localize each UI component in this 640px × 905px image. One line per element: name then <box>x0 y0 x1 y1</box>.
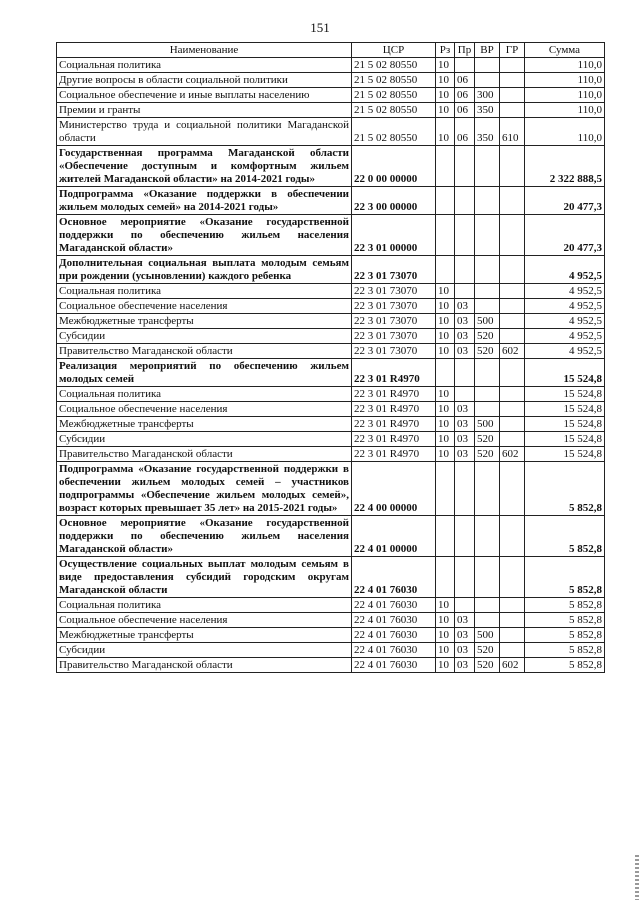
cell-gr <box>500 628 525 643</box>
cell-rz <box>436 146 455 187</box>
cell-vr <box>475 516 500 557</box>
cell-pr: 03 <box>455 643 475 658</box>
cell-gr: 610 <box>500 118 525 146</box>
table-row <box>57 598 605 613</box>
cell-csr: 22 3 01 73070 <box>352 314 436 329</box>
cell-rz <box>436 359 455 387</box>
cell-vr <box>475 613 500 628</box>
cell-csr: 22 3 01 R4970 <box>352 447 436 462</box>
cell-pr: 06 <box>455 88 475 103</box>
cell-vr <box>475 557 500 598</box>
cell-csr: 22 0 00 00000 <box>352 146 436 187</box>
cell-name: Социальное обеспечение и иные выплаты населению <box>57 88 352 103</box>
cell-pr <box>455 256 475 284</box>
table-row <box>57 187 605 215</box>
cell-vr <box>475 402 500 417</box>
cell-sum: 110,0 <box>525 88 605 103</box>
cell-gr <box>500 387 525 402</box>
cell-rz: 10 <box>436 73 455 88</box>
cell-name: Социальная политика <box>57 284 352 299</box>
cell-sum: 4 952,5 <box>525 256 605 284</box>
cell-name: Государственная программа Магаданской области «Обеспечение доступным и комфортным жильем жителей Магаданской области» на 2014-2021 годы» <box>57 146 352 187</box>
cell-csr: 22 3 01 73070 <box>352 284 436 299</box>
cell-rz: 10 <box>436 628 455 643</box>
cell-gr <box>500 58 525 73</box>
cell-gr <box>500 103 525 118</box>
cell-sum: 5 852,8 <box>525 557 605 598</box>
cell-rz: 10 <box>436 643 455 658</box>
cell-pr: 03 <box>455 329 475 344</box>
table-row <box>57 417 605 432</box>
cell-name: Дополнительная социальная выплата молодым семьям при рождении (усыновлении) каждого ребенка <box>57 256 352 284</box>
cell-sum: 20 477,3 <box>525 187 605 215</box>
cell-sum: 15 524,8 <box>525 447 605 462</box>
cell-rz: 10 <box>436 118 455 146</box>
cell-csr: 22 4 01 76030 <box>352 643 436 658</box>
cell-rz: 10 <box>436 299 455 314</box>
cell-rz: 10 <box>436 417 455 432</box>
cell-name: Социальная политика <box>57 598 352 613</box>
cell-name: Правительство Магаданской области <box>57 447 352 462</box>
cell-csr: 22 4 01 76030 <box>352 613 436 628</box>
table-row <box>57 432 605 447</box>
cell-gr <box>500 146 525 187</box>
cell-pr <box>455 359 475 387</box>
cell-rz: 10 <box>436 344 455 359</box>
cell-name: Основное мероприятие «Оказание государственной поддержки по обеспечению жильем населения Магаданской области» <box>57 516 352 557</box>
cell-sum: 4 952,5 <box>525 284 605 299</box>
cell-sum: 5 852,8 <box>525 462 605 516</box>
cell-csr: 22 3 01 R4970 <box>352 359 436 387</box>
cell-csr: 22 3 01 00000 <box>352 215 436 256</box>
cell-pr: 06 <box>455 103 475 118</box>
cell-pr <box>455 462 475 516</box>
page-number: 151 <box>310 20 330 35</box>
cell-sum: 2 322 888,5 <box>525 146 605 187</box>
cell-csr: 22 4 01 76030 <box>352 628 436 643</box>
table-row <box>57 58 605 73</box>
cell-rz: 10 <box>436 447 455 462</box>
cell-csr: 22 4 01 76030 <box>352 598 436 613</box>
cell-csr: 22 3 01 73070 <box>352 344 436 359</box>
cell-rz <box>436 256 455 284</box>
table-row <box>57 73 605 88</box>
cell-vr <box>475 462 500 516</box>
cell-gr <box>500 359 525 387</box>
cell-csr: 22 3 01 R4970 <box>352 387 436 402</box>
cell-rz: 10 <box>436 432 455 447</box>
cell-sum: 15 524,8 <box>525 359 605 387</box>
cell-pr: 03 <box>455 432 475 447</box>
table-row <box>57 359 605 387</box>
cell-sum: 4 952,5 <box>525 344 605 359</box>
cell-vr <box>475 284 500 299</box>
cell-gr <box>500 215 525 256</box>
cell-csr: 22 3 01 R4970 <box>352 402 436 417</box>
cell-rz <box>436 187 455 215</box>
cell-gr <box>500 256 525 284</box>
header-gr: ГР <box>500 43 525 58</box>
table-row <box>57 658 605 673</box>
table-row <box>57 344 605 359</box>
cell-gr <box>500 643 525 658</box>
table-row <box>57 447 605 462</box>
table-row <box>57 516 605 557</box>
cell-gr <box>500 187 525 215</box>
cell-name: Субсидии <box>57 432 352 447</box>
cell-sum: 4 952,5 <box>525 314 605 329</box>
cell-vr: 520 <box>475 658 500 673</box>
cell-sum: 20 477,3 <box>525 215 605 256</box>
cell-gr <box>500 598 525 613</box>
cell-sum: 5 852,8 <box>525 658 605 673</box>
cell-sum: 15 524,8 <box>525 387 605 402</box>
cell-vr: 500 <box>475 314 500 329</box>
cell-gr <box>500 299 525 314</box>
cell-vr: 350 <box>475 103 500 118</box>
cell-csr: 21 5 02 80550 <box>352 103 436 118</box>
header-pr: Пр <box>455 43 475 58</box>
cell-name: Подпрограмма «Оказание поддержки в обеспечении жильем молодых семей» на 2014-2021 годы» <box>57 187 352 215</box>
cell-rz: 10 <box>436 284 455 299</box>
cell-gr: 602 <box>500 658 525 673</box>
cell-gr <box>500 314 525 329</box>
cell-vr: 520 <box>475 329 500 344</box>
cell-pr <box>455 557 475 598</box>
cell-pr: 03 <box>455 402 475 417</box>
cell-vr: 350 <box>475 118 500 146</box>
cell-sum: 5 852,8 <box>525 516 605 557</box>
cell-vr <box>475 299 500 314</box>
cell-name: Правительство Магаданской области <box>57 344 352 359</box>
cell-name: Социальная политика <box>57 387 352 402</box>
cell-name: Основное мероприятие «Оказание государственной поддержки по обеспечению жильем населения Магаданской области» <box>57 215 352 256</box>
table-row <box>57 284 605 299</box>
cell-gr: 602 <box>500 447 525 462</box>
cell-vr <box>475 598 500 613</box>
cell-name: Межбюджетные трансферты <box>57 628 352 643</box>
cell-name: Социальное обеспечение населения <box>57 613 352 628</box>
cell-pr <box>455 387 475 402</box>
cell-rz: 10 <box>436 314 455 329</box>
cell-rz: 10 <box>436 329 455 344</box>
cell-name: Субсидии <box>57 329 352 344</box>
cell-rz: 10 <box>436 387 455 402</box>
cell-pr: 03 <box>455 344 475 359</box>
cell-rz: 10 <box>436 613 455 628</box>
table-row <box>57 256 605 284</box>
table-row <box>57 329 605 344</box>
table-row <box>57 88 605 103</box>
cell-pr <box>455 58 475 73</box>
table-row <box>57 314 605 329</box>
cell-rz: 10 <box>436 103 455 118</box>
cell-name: Правительство Магаданской области <box>57 658 352 673</box>
cell-csr: 21 5 02 80550 <box>352 58 436 73</box>
cell-pr: 03 <box>455 314 475 329</box>
cell-rz: 10 <box>436 58 455 73</box>
cell-name: Субсидии <box>57 643 352 658</box>
cell-rz: 10 <box>436 88 455 103</box>
cell-gr <box>500 284 525 299</box>
cell-pr <box>455 284 475 299</box>
cell-csr: 22 3 01 R4970 <box>352 417 436 432</box>
cell-name: Подпрограмма «Оказание государственной поддержки в обеспечении жильем молодых семей – участников подпрограммы «Обеспечение жильем молодых семей», возраст которых превышает 35 лет» на 2015-2021 годы» <box>57 462 352 516</box>
table-body <box>57 58 605 673</box>
cell-gr <box>500 417 525 432</box>
header-vr: ВР <box>475 43 500 58</box>
cell-sum: 15 524,8 <box>525 432 605 447</box>
table-row <box>57 299 605 314</box>
cell-vr: 300 <box>475 88 500 103</box>
cell-vr: 500 <box>475 628 500 643</box>
cell-csr: 22 4 01 76030 <box>352 557 436 598</box>
cell-gr <box>500 88 525 103</box>
table-row <box>57 557 605 598</box>
table-row <box>57 628 605 643</box>
cell-csr: 21 5 02 80550 <box>352 118 436 146</box>
cell-vr <box>475 187 500 215</box>
cell-sum: 5 852,8 <box>525 613 605 628</box>
cell-gr <box>500 613 525 628</box>
cell-rz: 10 <box>436 402 455 417</box>
cell-pr: 03 <box>455 299 475 314</box>
cell-gr <box>500 462 525 516</box>
cell-csr: 22 4 01 76030 <box>352 658 436 673</box>
table-header-row <box>57 43 605 58</box>
cell-sum: 110,0 <box>525 58 605 73</box>
table-row <box>57 387 605 402</box>
cell-gr: 602 <box>500 344 525 359</box>
budget-table <box>56 42 605 673</box>
table-row <box>57 215 605 256</box>
table-row <box>57 146 605 187</box>
cell-sum: 4 952,5 <box>525 299 605 314</box>
header-csr: ЦСР <box>352 43 436 58</box>
cell-name: Социальная политика <box>57 58 352 73</box>
cell-name: Реализация мероприятий по обеспечению жильем молодых семей <box>57 359 352 387</box>
cell-sum: 110,0 <box>525 73 605 88</box>
cell-gr <box>500 329 525 344</box>
cell-vr <box>475 146 500 187</box>
cell-pr: 06 <box>455 73 475 88</box>
cell-vr: 520 <box>475 643 500 658</box>
cell-name: Премии и гранты <box>57 103 352 118</box>
cell-gr <box>500 557 525 598</box>
cell-gr <box>500 516 525 557</box>
cell-vr <box>475 256 500 284</box>
cell-sum: 4 952,5 <box>525 329 605 344</box>
cell-pr: 03 <box>455 447 475 462</box>
cell-csr: 22 3 01 73070 <box>352 299 436 314</box>
cell-sum: 15 524,8 <box>525 417 605 432</box>
table-row <box>57 462 605 516</box>
cell-name: Осуществление социальных выплат молодым семьям в виде предоставления субсидий городским округам Магаданской области <box>57 557 352 598</box>
cell-gr <box>500 402 525 417</box>
cell-name: Другие вопросы в области социальной политики <box>57 73 352 88</box>
cell-gr <box>500 432 525 447</box>
cell-rz <box>436 215 455 256</box>
cell-rz <box>436 462 455 516</box>
cell-pr <box>455 215 475 256</box>
cell-rz: 10 <box>436 658 455 673</box>
cell-csr: 22 4 01 00000 <box>352 516 436 557</box>
cell-vr <box>475 58 500 73</box>
cell-name: Социальное обеспечение населения <box>57 402 352 417</box>
cell-gr <box>500 73 525 88</box>
table-row <box>57 613 605 628</box>
cell-pr <box>455 598 475 613</box>
cell-pr <box>455 187 475 215</box>
cell-sum: 5 852,8 <box>525 628 605 643</box>
cell-pr: 06 <box>455 118 475 146</box>
cell-sum: 110,0 <box>525 103 605 118</box>
cell-name: Министерство труда и социальной политики Магаданской области <box>57 118 352 146</box>
cell-rz <box>436 557 455 598</box>
cell-csr: 22 3 01 73070 <box>352 256 436 284</box>
cell-pr <box>455 516 475 557</box>
table-row <box>57 402 605 417</box>
header-rz: Рз <box>436 43 455 58</box>
table-row <box>57 643 605 658</box>
cell-sum: 5 852,8 <box>525 598 605 613</box>
cell-vr <box>475 73 500 88</box>
header-sum: Сумма <box>525 43 605 58</box>
cell-vr <box>475 387 500 402</box>
cell-vr: 520 <box>475 344 500 359</box>
cell-name: Межбюджетные трансферты <box>57 314 352 329</box>
table-row <box>57 118 605 146</box>
cell-name: Межбюджетные трансферты <box>57 417 352 432</box>
cell-pr: 03 <box>455 417 475 432</box>
cell-vr <box>475 215 500 256</box>
scan-edge-mark <box>635 855 639 900</box>
table-row <box>57 103 605 118</box>
cell-pr <box>455 146 475 187</box>
cell-csr: 22 4 00 00000 <box>352 462 436 516</box>
cell-rz <box>436 516 455 557</box>
header-name: Наименование <box>57 43 352 58</box>
cell-rz: 10 <box>436 598 455 613</box>
cell-vr: 520 <box>475 447 500 462</box>
cell-pr: 03 <box>455 613 475 628</box>
cell-csr: 21 5 02 80550 <box>352 73 436 88</box>
cell-name: Социальное обеспечение населения <box>57 299 352 314</box>
cell-csr: 21 5 02 80550 <box>352 88 436 103</box>
cell-pr: 03 <box>455 628 475 643</box>
cell-sum: 110,0 <box>525 118 605 146</box>
cell-vr: 520 <box>475 432 500 447</box>
cell-csr: 22 3 01 R4970 <box>352 432 436 447</box>
cell-vr: 500 <box>475 417 500 432</box>
cell-csr: 22 3 00 00000 <box>352 187 436 215</box>
cell-pr: 03 <box>455 658 475 673</box>
cell-sum: 15 524,8 <box>525 402 605 417</box>
cell-csr: 22 3 01 73070 <box>352 329 436 344</box>
cell-vr <box>475 359 500 387</box>
cell-sum: 5 852,8 <box>525 643 605 658</box>
